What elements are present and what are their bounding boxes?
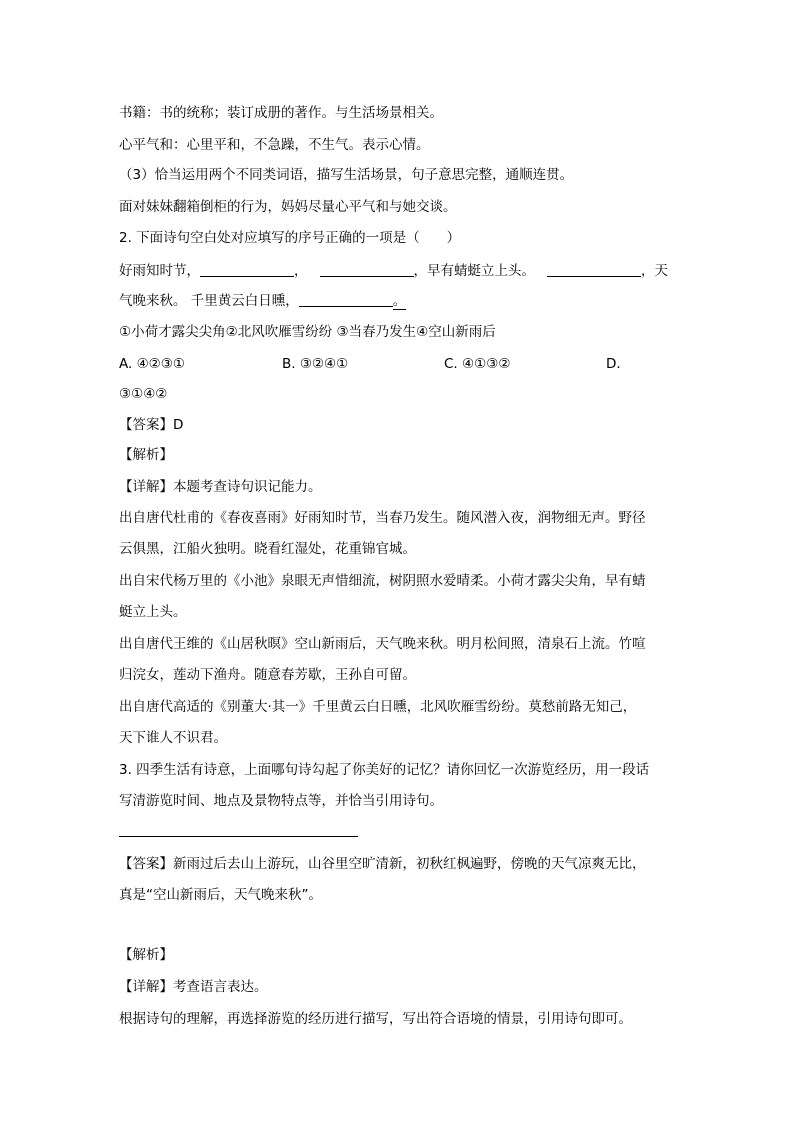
definition-shuji: 书籍：书的统称；装订成册的著作。与生活场景相关。	[119, 105, 443, 121]
source-wangwei-2: 归浣女，莲动下渔舟。随意春芳歇，王孙自可留。	[119, 667, 416, 683]
poem-text-1a: 好雨知时节，	[119, 263, 200, 279]
source-gaoshi-1: 出自唐代高适的《别董大·其一》千里黄云白日曛，北风吹雁雪纷纷。莫愁前路无知己，	[119, 699, 637, 715]
source-dufu-1: 出自唐代杜甫的《春夜喜雨》好雨知时节，当春乃发生。随风潜入夜，润物细无声。野径	[119, 510, 646, 526]
requirement-3: （3）恰当运用两个不同类词语，描写生活场景，句子意思完整，通顺连贯。	[119, 167, 574, 183]
question-2-stem: 2. 下面诗句空白处对应填写的序号正确的一项是（ ）	[119, 230, 461, 246]
answer-3-line-1: 【答案】新雨过后去山上游玩，山谷里空旷清新，初秋红枫遍野，傍晚的天气凉爽无比，	[119, 856, 646, 872]
analysis-label-3: 【解析】	[119, 947, 173, 963]
detail-2: 【详解】本题考查诗句识记能力。	[119, 479, 322, 495]
poem-text-1b: ，	[294, 263, 308, 279]
answer-label-2: 【答案】D	[119, 417, 184, 433]
blank-4	[299, 292, 393, 307]
question-3-line-2: 写清游览时间、地点及景物特点等，并恰当引用诗句。	[119, 793, 443, 809]
analysis-label-2: 【解析】	[119, 447, 173, 463]
source-dufu-2: 云俱黑，江船火独明。晓看红湿处，花重锦官城。	[119, 541, 416, 557]
poem-text-1c: ，早有蜻蜓立上头。	[413, 263, 535, 279]
question-3-line-1: 3. 四季生活有诗意，上面哪句诗勾起了你美好的记忆？请你回忆一次游览经历，用一段话	[119, 762, 650, 778]
answer-blank-line	[119, 836, 358, 837]
poem-line-2	[119, 292, 406, 310]
source-wangwei-1: 出自唐代王维的《山居秋暝》空山新雨后，天气晚来秋。明月松间照，清泉石上流。竹喧	[119, 636, 646, 652]
example-sentence: 面对妹妹翻箱倒柜的行为，妈妈尽量心平气和与她交谈。	[119, 199, 457, 215]
poem-line-1	[119, 262, 668, 280]
option-d: D.	[606, 356, 621, 372]
detail-3-text: 根据诗句的理解，再选择游览的经历进行描写，写出符合语境的情景，引用诗句即可。	[119, 1011, 632, 1027]
option-b: B. ③②④①	[282, 356, 349, 372]
poem-text-2a: 气晚来秋。 千里黄云白日曛，	[119, 293, 299, 309]
blank-1	[200, 262, 294, 277]
choice-items: ①小荷才露尖尖角②北风吹雁雪纷纷 ③当春乃发生④空山新雨后	[119, 324, 496, 340]
poem-text-2b: 。	[392, 293, 407, 309]
answer-3-line-2: 真是“空山新雨后，天气晚来秋”。	[119, 887, 322, 903]
source-yangwanli-2: 蜓立上头。	[119, 604, 187, 620]
option-c: C. ④①③②	[444, 356, 511, 372]
detail-3: 【详解】考查语言表达。	[119, 979, 268, 995]
source-yangwanli-1: 出自宋代杨万里的《小池》泉眼无声惜细流，树阴照水爱晴柔。小荷才露尖尖角，早有蜻	[119, 573, 646, 589]
poem-text-1d: ，天	[641, 263, 668, 279]
option-a: A. ④②③①	[119, 356, 185, 372]
blank-2	[320, 262, 414, 277]
blank-3	[547, 262, 641, 277]
option-d-value: ③①④②	[119, 386, 168, 402]
definition-xinpingqihe: 心平气和：心里平和，不急躁，不生气。表示心情。	[119, 137, 430, 153]
source-gaoshi-2: 天下谁人不识君。	[119, 730, 227, 746]
